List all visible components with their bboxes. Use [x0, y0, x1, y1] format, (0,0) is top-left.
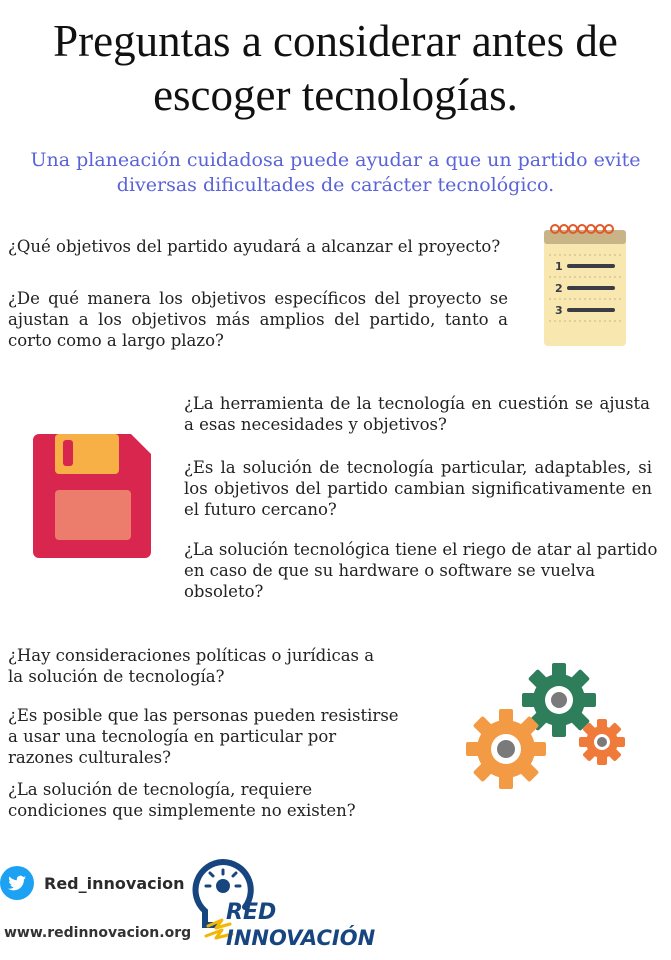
notepad-number-3: 3	[555, 304, 563, 317]
page-title	[0, 14, 671, 122]
question-political-line-2: la solución de tecnología?	[8, 667, 225, 686]
title-line-1: Preguntas a considerar antes de	[53, 16, 618, 66]
question-cultural	[8, 705, 418, 768]
question-adaptable: ¿Es la solución de tecnología particular, adaptables, si los objetivos del partido cambian significativamente en el futuro cercano?	[184, 458, 652, 519]
gears-icon	[466, 660, 631, 790]
title-line-2: escoger tecnologías.	[153, 70, 518, 120]
question-conditions-line-1: ¿La solución de tecnología, requiere	[8, 780, 313, 799]
notepad-number-2: 2	[555, 282, 563, 295]
twitter-icon[interactable]	[0, 866, 34, 900]
question-conditions	[8, 779, 408, 821]
website-link[interactable]: www.redinnovacion.org	[4, 925, 192, 941]
question-conditions-line-2: condiciones que simplemente no existen?	[8, 801, 356, 820]
question-cultural-line-3: razones culturales?	[8, 748, 171, 767]
logo-word-innovacion: INNOVACIÓN	[226, 926, 376, 950]
notepad-icon	[543, 222, 629, 348]
question-obsolete: ¿La solución tecnológica tiene el riego de atar al partido en caso de que su hardware o software se vuelva obsoleto?	[184, 540, 658, 601]
question-tool-fit: ¿La herramienta de la tecnología en cuestión se ajusta a esas necesidades y objetivos?	[184, 394, 650, 434]
twitter-handle[interactable]: Red_innovacion	[44, 874, 185, 893]
logo-word-red: RED	[226, 900, 277, 925]
subtitle-line-2: diversas dificultades de carácter tecnológico.	[116, 174, 555, 196]
subtitle-line-1: Una planeación cuidadosa puede ayudar a que un partido evite	[30, 149, 641, 171]
question-cultural-line-2: a usar una tecnología en particular por	[8, 727, 337, 746]
notepad-number-1: 1	[555, 260, 563, 273]
question-cultural-line-1: ¿Es posible que las personas pueden resistirse	[8, 706, 399, 725]
floppy-disk-icon	[33, 432, 153, 560]
question-specific-objectives: ¿De qué manera los objetivos específicos del proyecto se ajustan a los objetivos más amplios del partido, tanto a corto como a largo plazo?	[8, 289, 508, 350]
question-political-line-1: ¿Hay consideraciones políticas o jurídicas a	[8, 646, 375, 665]
question-political	[8, 645, 408, 687]
subtitle	[0, 148, 671, 198]
question-objectives: ¿Qué objetivos del partido ayudará a alcanzar el proyecto?	[8, 237, 501, 256]
